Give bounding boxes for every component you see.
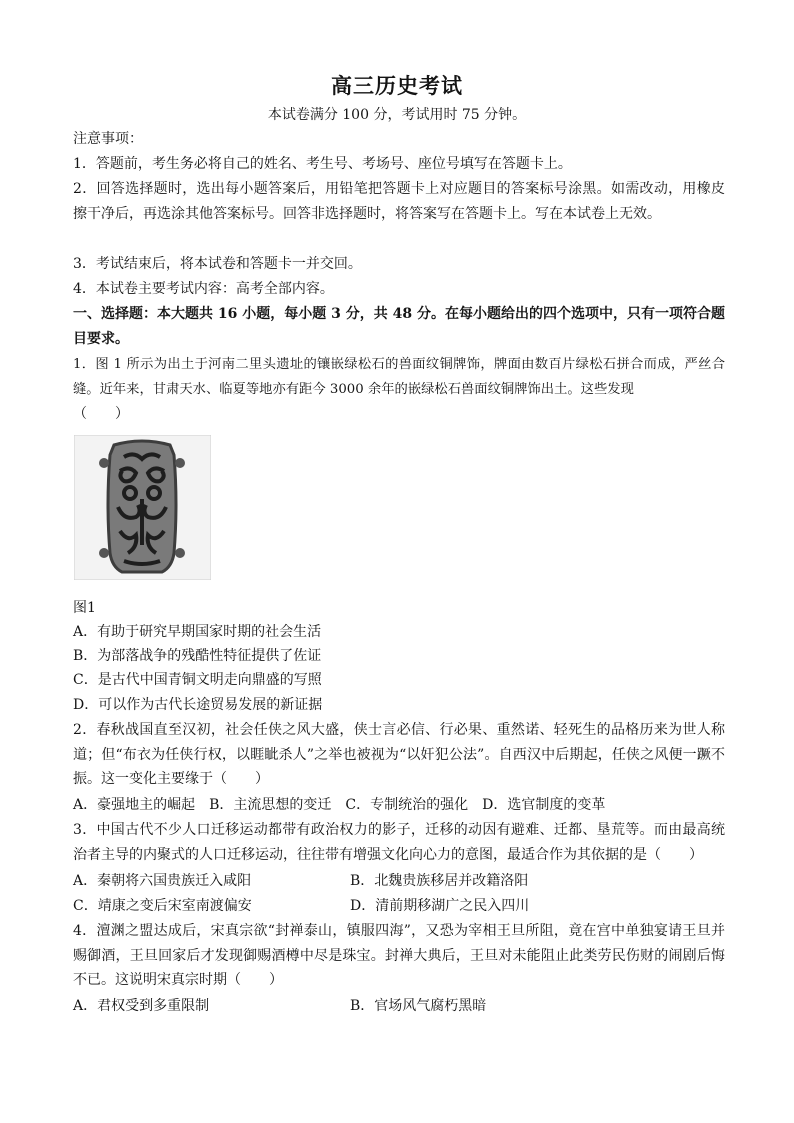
bronze-plaque-image	[74, 435, 211, 580]
figure-caption: 图1	[73, 600, 96, 616]
question-2-option-a: A．豪强地主的崛起	[73, 797, 196, 813]
question-3-option-d: D．清前期移湖广之民入四川	[350, 898, 530, 914]
question-4-stem: 4．澶渊之盟达成后，宋真宗欲“封禅泰山，镇服四海”，又恐为宰相王旦所阻，竟在宫中单独宴请王旦并赐御酒，王旦回家后才发现御赐酒樽中尽是珠宝。封禅大典后，王旦对未能阻止此类劳民伤财的闹剧后悔不已。这说明宋真宗时期（ ）	[73, 923, 725, 988]
question-1-option-b: B．为部落战争的残酷性特征提供了佐证	[73, 648, 322, 664]
question-2-options	[73, 794, 605, 814]
question-2-option-b: B．主流思想的变迁	[209, 797, 332, 813]
notice-item-4: 4．本试卷主要考试内容：高考全部内容。	[73, 281, 334, 297]
question-1-option-c: C．是古代中国青铜文明走向鼎盛的写照	[73, 672, 322, 688]
question-1-stem: 1．图 1 所示为出土于河南二里头遗址的镶嵌绿松石的兽面纹铜牌饰，牌面由数百片绿松石拼合而成，严丝合缝。近年来，甘肃天水、临夏等地亦有距今 3000 余年的嵌绿松石兽面纹铜牌饰出土。这些发现	[73, 357, 725, 397]
question-3-stem: 3．中国古代不少人口迁移运动都带有政治权力的影子，迁移的动因有避难、迁都、垦荒等。而由最高统治者主导的内聚式的人口迁移运动，往往带有增强文化向心力的意图，最适合作为其依据的是（ ）	[73, 822, 725, 863]
notice-heading: 注意事项：	[73, 131, 143, 147]
question-1-blank: （ ）	[73, 406, 129, 422]
question-3-option-c: C．靖康之变后宋室南渡偏安	[73, 898, 252, 914]
question-2-option-c: C．专制统治的强化	[345, 797, 469, 813]
question-2-option-d: D．选官制度的变革	[482, 797, 606, 813]
notice-item-3: 3．考试结束后，将本试卷和答题卡一并交回。	[73, 256, 362, 272]
question-3-option-b: B．北魏贵族移居并改籍洛阳	[350, 873, 529, 889]
bronze-plaque-figure	[74, 435, 211, 580]
exam-title: 高三历史考试	[331, 74, 463, 98]
question-4-option-b: B．官场风气腐朽黑暗	[350, 998, 487, 1014]
exam-subtitle: 本试卷满分 100 分，考试用时 75 分钟。	[267, 107, 527, 123]
question-2-stem: 2．春秋战国直至汉初，社会任侠之风大盛，侠士言必信、行必果、重然诺、轻死生的品格历来为世人称道；但“布衣为任侠行权，以睚眦杀人”之举也被视为“以奸犯公法”。自西汉中后期起，任侠之风便一蹶不振。这一变化主要缘于（ ）	[73, 722, 725, 787]
question-1-option-a: A．有助于研究早期国家时期的社会生活	[73, 624, 322, 640]
section-heading: 一、选择题：本大题共 16 小题，每小题 3 分，共 48 分。在每小题给出的四个选项中，只有一项符合题目要求。	[73, 306, 725, 347]
question-4-option-a: A．君权受到多重限制	[73, 998, 210, 1014]
question-3-option-a: A．秦朝将六国贵族迁入咸阳	[73, 873, 252, 889]
notice-item-1: 1．答题前，考生务必将自己的姓名、考生号、考场号、座位号填写在答题卡上。	[73, 156, 572, 172]
question-1-option-d: D．可以作为古代长途贸易发展的新证据	[73, 697, 323, 713]
notice-item-2: 2．回答选择题时，选出每小题答案后，用铅笔把答题卡上对应题目的答案标号涂黑。如需改动，用橡皮擦干净后，再选涂其他答案标号。回答非选择题时，将答案写在答题卡上。写在本试卷上无效。	[73, 181, 725, 222]
